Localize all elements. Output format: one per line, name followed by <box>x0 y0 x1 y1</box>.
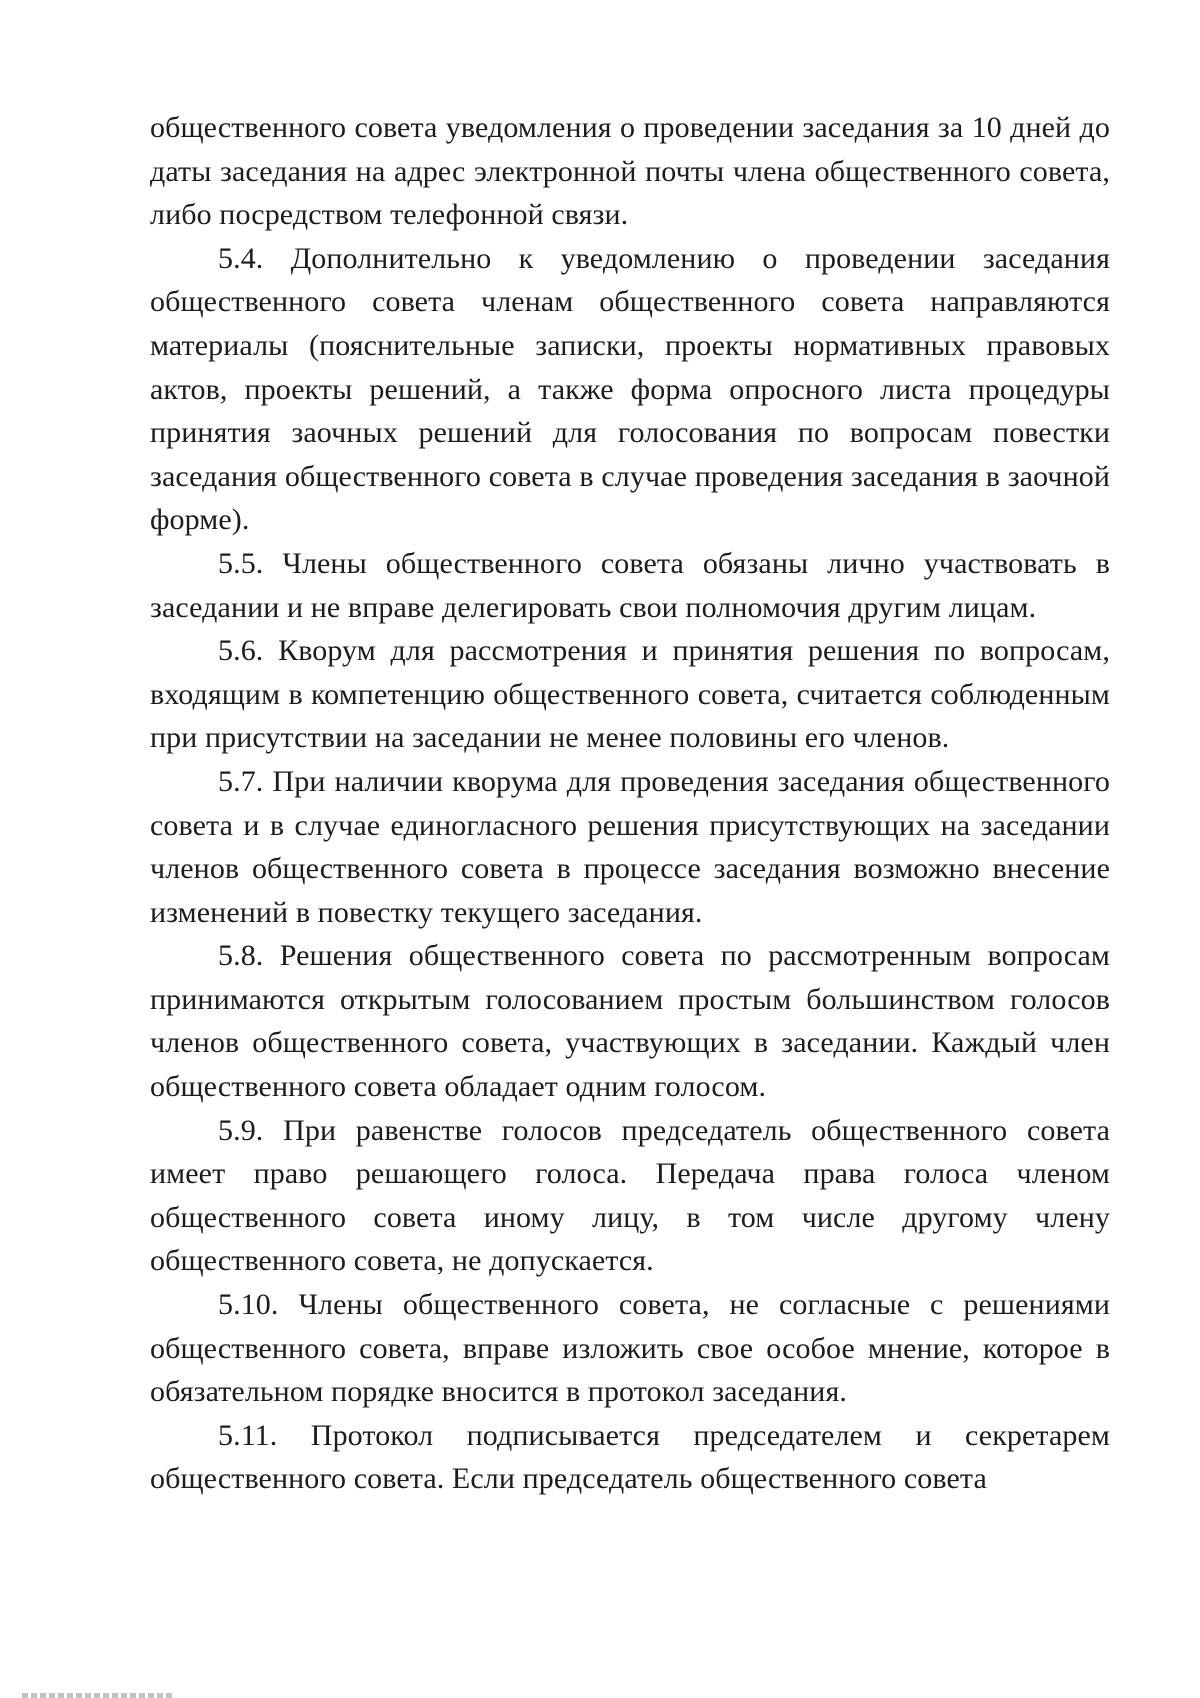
document-body <box>150 106 1110 1501</box>
paragraph-5-4: 5.4. Дополнительно к уведомлению о проведении заседания общественного совета членам общественного совета направляются материалы (пояснительные записки, проекты нормативных правовых актов, проекты решений, а также форма опросного листа процедуры принятия заочных решений для голосования по вопросам повестки заседания общественного совета в случае проведения заседания в заочной форме). <box>150 241 1110 537</box>
paragraph-5-11: 5.11. Протокол подписывается председателем и секретарем общественного совета. Если председатель общественного совета <box>150 1418 1110 1496</box>
paragraph-5-5: 5.5. Члены общественного совета обязаны лично участвовать в заседании и не вправе делегировать свои полномочия другим лицам. <box>150 546 1110 624</box>
paragraph-5-7: 5.7. При наличии кворума для проведения заседания общественного совета и в случае единогласного решения присутствующих на заседании членов общественного совета в процессе заседания возможно внесение изменений в повестку текущего заседания. <box>150 764 1110 929</box>
scan-edge-artifact <box>22 1693 172 1698</box>
paragraph-continuation: общественного совета уведомления о проведении заседания за 10 дней до даты заседания на адрес электронной почты члена общественного совета, либо посредством телефонной связи. <box>150 111 1110 232</box>
paragraph-5-6: 5.6. Кворум для рассмотрения и принятия решения по вопросам, входящим в компетенцию общественного совета, считается соблюденным при присутствии на заседании не менее половины его членов. <box>150 634 1110 755</box>
paragraph-5-9: 5.9. При равенстве голосов председатель общественного совета имеет право решающего голоса. Передача права голоса членом общественного совета иному лицу, в том числе другому члену общественного совета, не допускается. <box>150 1113 1110 1278</box>
paragraph-5-10: 5.10. Члены общественного совета, не согласные с решениями общественного совета, вправе изложить свое особое мнение, которое в обязательном порядке вносится в протокол заседания. <box>150 1288 1110 1409</box>
paragraph-5-8: 5.8. Решения общественного совета по рассмотренным вопросам принимаются открытым голосованием простым большинством голосов членов общественного совета, участвующих в заседании. Каждый член общественного совета обладает одним голосом. <box>150 939 1110 1104</box>
